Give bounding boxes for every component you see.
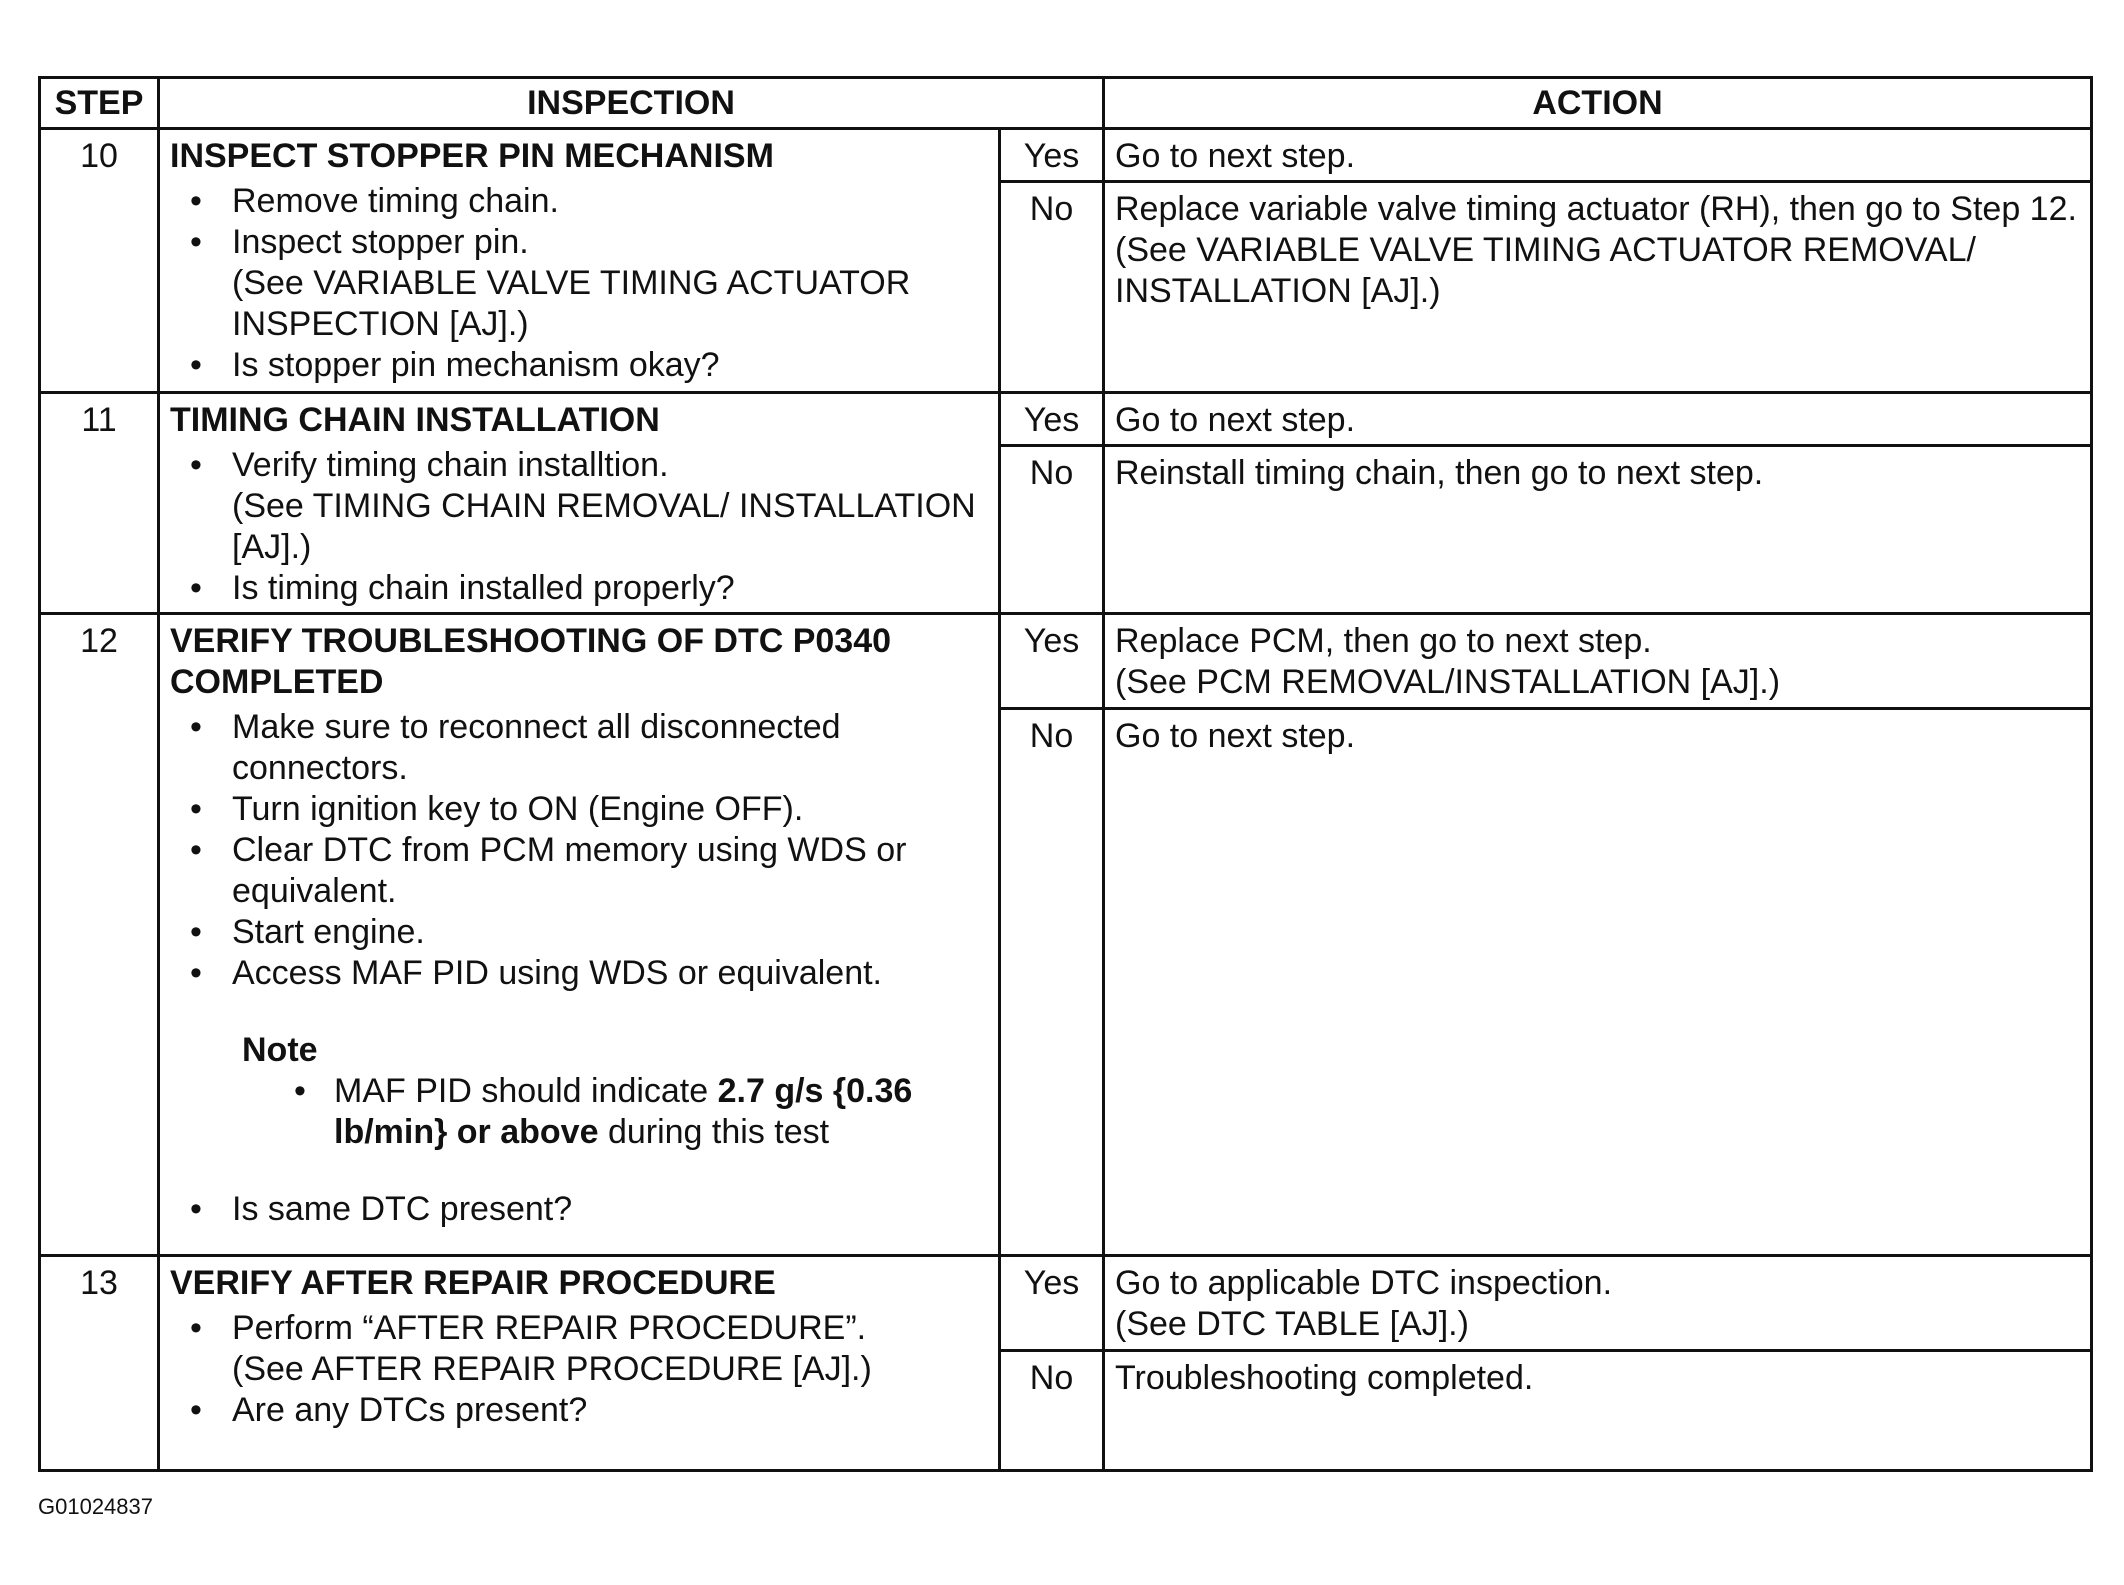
inspection-reference: (See VARIABLE VALVE TIMING ACTUATOR INSPECTION [AJ].) [232,264,911,344]
action-reference: (See PCM REMOVAL/INSTALLATION [AJ].) [1115,663,1781,702]
note-title: Note [242,1031,318,1070]
inspection-cell [159,129,1000,393]
action-reference: (See VARIABLE VALVE TIMING ACTUATOR REMOVAL/ INSTALLATION [AJ].) [1115,231,1976,311]
troubleshooting-table [38,76,2093,1472]
no-action: Go to next step. [1104,708,2092,1256]
header-row [40,78,2092,129]
troubleshooting-document [38,76,2090,1472]
inspection-item-text: Perform “AFTER REPAIR PROCEDURE”. [232,1309,867,1348]
step-number: 12 [40,614,159,1256]
yes-label: Yes [1000,129,1104,182]
inspection-list [170,181,988,386]
no-label: No [1000,708,1104,1256]
action-reference: (See DTC TABLE [AJ].) [1115,1305,1469,1344]
inspection-item-text: Verify timing chain installtion. [232,445,669,484]
inspection-list [170,445,988,609]
inspection-item: • Is timing chain installed properly? [170,568,988,609]
inspection-item: • Turn ignition key to ON (Engine OFF). [170,789,988,830]
yes-action [1104,1256,2092,1350]
yes-action: Go to next step. [1104,129,2092,182]
inspection-item [170,445,988,568]
inspection-title: VERIFY TROUBLESHOOTING OF DTC P0340 COMPLETED [170,622,892,702]
inspection-title: INSPECT STOPPER PIN MECHANISM [170,137,774,176]
yes-action-text: Replace PCM, then go to next step. [1115,622,1652,661]
no-action: Reinstall timing chain, then go to next step. [1104,446,2092,614]
yes-action-text: Go to applicable DTC inspection. [1115,1264,1613,1303]
step-number: 11 [40,392,159,614]
inspection-item: • Access MAF PID using WDS or equivalent. [170,953,988,994]
inspection-item: • Is same DTC present? [170,1189,988,1230]
yes-action [1104,614,2092,708]
inspection-title: VERIFY AFTER REPAIR PROCEDURE [170,1264,776,1303]
yes-label: Yes [1000,392,1104,445]
step-row-11-yes [40,392,2092,445]
no-label: No [1000,446,1104,614]
step-row-10-yes [40,129,2092,182]
note-spec-value: 2.7 g/s {0.36 lb/min} or above [334,1072,913,1152]
inspection-cell [159,1256,1000,1471]
yes-label: Yes [1000,1256,1104,1350]
inspection-title: TIMING CHAIN INSTALLATION [170,400,660,439]
note-text: MAF PID should indicate [334,1072,718,1111]
figure-code: G01024837 [38,1494,153,1519]
header-action: ACTION [1104,78,2092,129]
no-action-text: Replace variable valve timing actuator (RH), then go to Step 12. [1115,190,2077,229]
header-inspection: INSPECTION [159,78,1104,129]
note-list [242,1071,988,1153]
inspection-list [170,707,988,994]
inspection-reference: (See AFTER REPAIR PROCEDURE [AJ].) [232,1350,872,1389]
note-block [242,1030,988,1153]
inspection-item [170,1308,988,1390]
yes-action: Go to next step. [1104,392,2092,445]
inspection-item: • Is stopper pin mechanism okay? [170,345,988,386]
no-label: No [1000,182,1104,393]
inspection-item: • Make sure to reconnect all disconnected connectors. [170,707,988,789]
inspection-item: • Start engine. [170,912,988,953]
no-action [1104,182,2092,393]
yes-label: Yes [1000,614,1104,708]
inspection-cell [159,614,1000,1256]
step-row-13-yes [40,1256,2092,1350]
note-item [242,1071,988,1153]
step-number: 13 [40,1256,159,1471]
inspection-item: • Remove timing chain. [170,181,988,222]
header-step: STEP [40,78,159,129]
inspection-item: • Clear DTC from PCM memory using WDS or equivalent. [170,830,988,912]
inspection-cell [159,392,1000,614]
no-label: No [1000,1350,1104,1470]
inspection-list [170,1189,988,1230]
no-action: Troubleshooting completed. [1104,1350,2092,1470]
inspection-list [170,1308,988,1431]
step-number: 10 [40,129,159,393]
inspection-item [170,222,988,345]
step-row-12-yes [40,614,2092,708]
inspection-item: • Are any DTCs present? [170,1390,988,1431]
inspection-item-text: Inspect stopper pin. [232,223,529,262]
note-text-end: during this test [598,1113,830,1152]
inspection-reference: (See TIMING CHAIN REMOVAL/ INSTALLATION [AJ].) [232,486,976,566]
